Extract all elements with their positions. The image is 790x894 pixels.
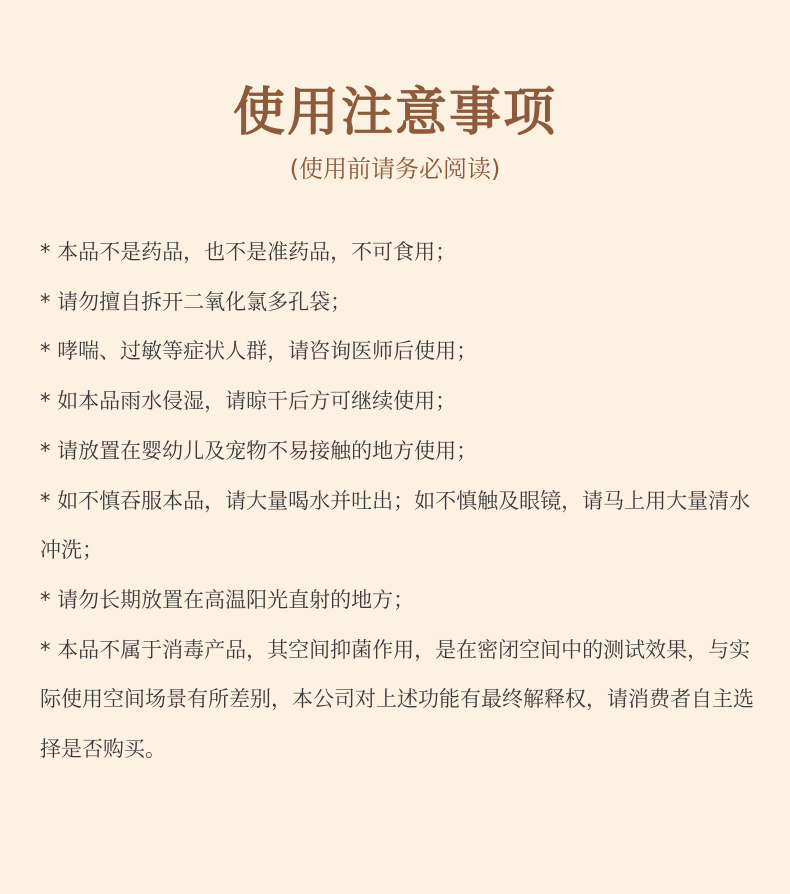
page-subtitle: (使用前请务必阅读) [289, 155, 501, 183]
precaution-item: * 请勿擅自拆开二氧化氯多孔袋； [40, 289, 352, 314]
precaution-item: * 本品不是药品，也不是准药品，不可食用； [40, 240, 457, 264]
precaution-item: * 请勿长期放置在高温阳光直射的地方； [40, 587, 415, 612]
precaution-item: * 如不慎吞服本品，请大量喝水并吐出；如不慎触及眼镜，请马上用大量清水冲洗； [40, 488, 751, 563]
precaution-item: * 请放置在婴幼儿及宠物不易接触的地方使用； [40, 438, 478, 463]
precautions-list [40, 228, 770, 775]
precaution-item: * 本品不属于消毒产品，其空间抑菌作用，是在密闭空间中的测试效果，与实际使用空间场景有所差别，本公司对上述功能有最终解释权，请消费者自主选择是否购买。 [40, 637, 754, 762]
precaution-item: * 如本品雨水侵湿，请晾干后方可继续使用； [40, 389, 457, 414]
page-title: 使用注意事项 [232, 83, 557, 143]
precaution-item: * 哮喘、过敏等症状人群，请咨询医师后使用； [40, 339, 478, 364]
